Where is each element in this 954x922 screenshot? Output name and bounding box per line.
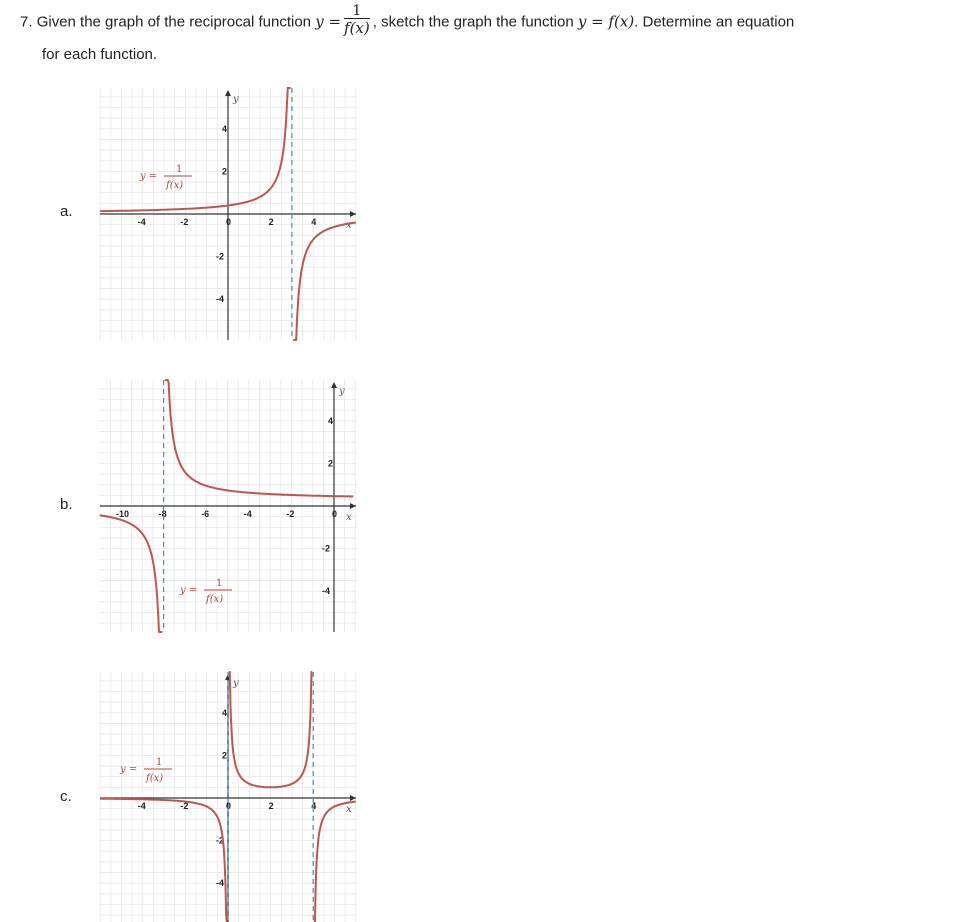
annotation-denominator: f(x) xyxy=(166,180,184,191)
part-label-b: b. xyxy=(60,496,73,513)
x-tick-label: -6 xyxy=(201,509,210,519)
y-tick-label: -4 xyxy=(322,586,331,597)
x-tick-label: 0 xyxy=(226,801,232,811)
x-tick-label: -2 xyxy=(286,509,295,519)
annotation-lhs: y = xyxy=(140,171,158,182)
y-tick-label: -2 xyxy=(322,543,331,554)
annotation-lhs: y = xyxy=(180,585,198,596)
y-tick-label: 4 xyxy=(328,415,334,426)
curve-right-branch xyxy=(165,380,353,497)
annotation-numerator: 1 xyxy=(216,578,223,589)
y-tick-label: -2 xyxy=(216,251,225,262)
x-tick-label: -2 xyxy=(180,801,189,811)
question-text-middle: , sketch the graph the function xyxy=(372,13,574,31)
x-tick-label: 4 xyxy=(311,217,317,227)
curve-left-branch xyxy=(100,799,227,922)
x-tick-label: 0 xyxy=(226,217,232,227)
y-tick-label: 4 xyxy=(222,707,228,718)
y-tick-label: 4 xyxy=(222,123,228,134)
x-tick-label: -4 xyxy=(243,509,252,519)
y-tick-label: -4 xyxy=(216,294,225,305)
x-tick-label: 2 xyxy=(268,801,274,811)
x-axis-arrow xyxy=(350,795,356,801)
y-tick-label: -4 xyxy=(216,878,225,889)
x-axis-name: x xyxy=(346,220,352,231)
y-axis-arrow xyxy=(331,382,337,388)
annotation-numerator: 1 xyxy=(156,757,163,768)
annotation-denominator: f(x) xyxy=(146,773,164,784)
x-tick-label: 4 xyxy=(311,801,317,811)
question-y-equals: y = xyxy=(315,12,342,31)
part-label-a: a. xyxy=(60,203,73,220)
x-tick-label: 0 xyxy=(332,509,338,519)
y-tick-label: 2 xyxy=(222,750,228,761)
y-axis-name: y xyxy=(233,94,239,105)
y-tick-label: 2 xyxy=(222,166,228,177)
fraction-denominator: f(x) xyxy=(344,19,370,37)
part-label-c: c. xyxy=(60,788,72,805)
question-function-equation: y = f(x) xyxy=(577,12,635,31)
question-text-after: . Determine an equation xyxy=(634,13,795,31)
graph-b xyxy=(100,380,356,632)
x-tick-label: -8 xyxy=(158,509,167,519)
y-tick-label: 2 xyxy=(328,458,334,469)
question-line-2: for each function. xyxy=(42,46,158,63)
y-tick-label: -2 xyxy=(216,835,225,846)
annotation-lhs: y = xyxy=(120,764,138,775)
x-axis-name: x xyxy=(346,804,352,815)
annotation-numerator: 1 xyxy=(176,164,183,175)
annotation-denominator: f(x) xyxy=(206,594,224,605)
y-axis-name: y xyxy=(233,678,239,689)
graph-c xyxy=(100,672,356,922)
question-text-before: Given the graph of the reciprocal function xyxy=(36,13,312,31)
x-tick-label: -4 xyxy=(137,801,146,811)
x-tick-label: -2 xyxy=(180,217,189,227)
x-tick-label: -4 xyxy=(137,217,146,227)
x-axis-name: x xyxy=(346,512,352,523)
graph-a xyxy=(100,88,356,340)
fraction-numerator: 1 xyxy=(344,4,370,19)
y-axis-name: y xyxy=(339,386,345,397)
x-tick-label: 2 xyxy=(268,217,274,227)
y-axis-arrow xyxy=(225,90,231,96)
question-number: 7. xyxy=(20,13,33,31)
x-axis-arrow xyxy=(350,211,356,217)
x-tick-label: -10 xyxy=(116,509,130,519)
